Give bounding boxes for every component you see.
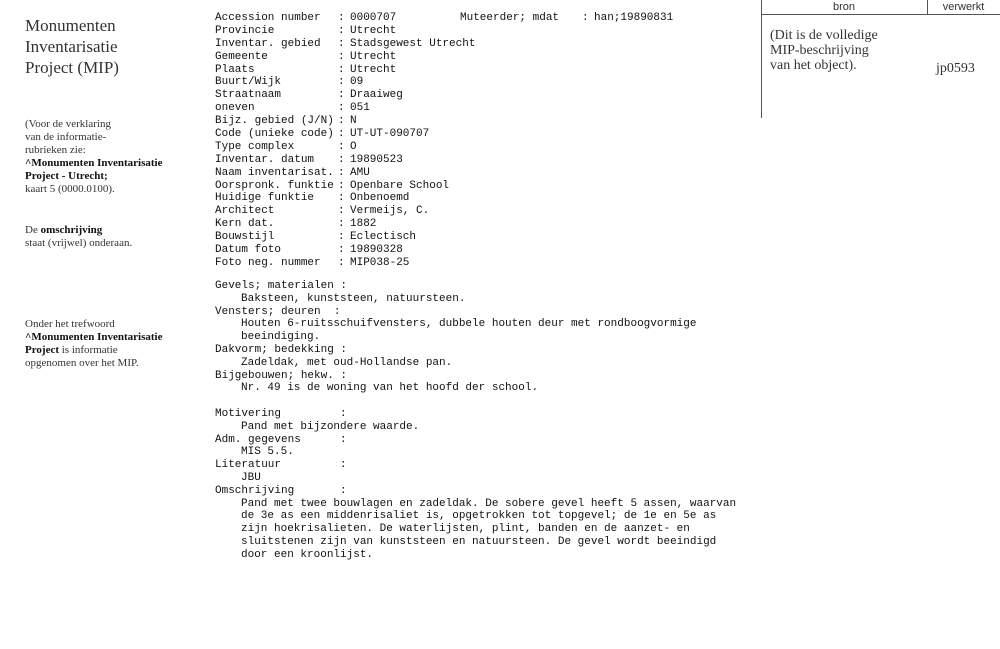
- note1-line-3: rubrieken zie:: [25, 144, 86, 156]
- field-value: Utrecht: [350, 24, 397, 37]
- field-row: [215, 89, 475, 102]
- section-literatuur-colon: :: [340, 459, 347, 472]
- field-row: [215, 154, 475, 167]
- field-value: 09: [350, 76, 364, 89]
- field-value: O: [350, 140, 357, 153]
- field-colon: :: [338, 153, 345, 166]
- field-colon: :: [338, 24, 345, 37]
- field-label: Plaats: [215, 63, 255, 76]
- title-line-2: Inventarisatie: [25, 37, 118, 56]
- field-colon: :: [338, 37, 345, 50]
- field-value: Utrecht: [350, 63, 397, 76]
- note3-rest-2: is informatie: [59, 344, 118, 356]
- field-label: Type complex: [215, 140, 295, 153]
- section-omschrijving-body-4: sluitstenen zijn van kunststeen en natuursteen. De gevel wordt beeindigd: [241, 535, 717, 548]
- field-colon: :: [338, 76, 345, 89]
- field-colon: :: [338, 205, 345, 218]
- field-row: [215, 180, 475, 193]
- bron-text-3: van het object).: [770, 58, 857, 73]
- note1-line-1: (Voor de verklaring: [25, 118, 111, 130]
- field-value: 051: [350, 102, 370, 115]
- field-row: [215, 128, 475, 141]
- field-colon: :: [338, 244, 345, 257]
- bron-description: [770, 28, 878, 73]
- field-row: [215, 64, 475, 77]
- field-label: Inventar. gebied: [215, 37, 321, 50]
- field-label: Datum foto: [215, 244, 282, 257]
- field-colon: :: [338, 218, 345, 231]
- field-label: Huidige funktie: [215, 192, 315, 205]
- field-value: Utrecht: [350, 50, 397, 63]
- note2-bold: omschrijving: [40, 224, 103, 236]
- trefwoord-note: [25, 318, 162, 370]
- field-value: Vermeijs, C.: [350, 205, 430, 218]
- field-value: 1882: [350, 218, 377, 231]
- field-label: Provincie: [215, 24, 275, 37]
- field-list: [215, 12, 674, 270]
- field-colon: :: [338, 166, 345, 179]
- omschrijving-note: [25, 224, 132, 250]
- field-colon: :: [338, 128, 345, 141]
- verwerkt-value: jp0593: [936, 61, 975, 76]
- field-value: Openbare School: [350, 179, 450, 192]
- field-colon: :: [338, 140, 345, 153]
- page-title: [25, 15, 119, 78]
- field-colon: :: [338, 231, 345, 244]
- field-row: [215, 244, 475, 257]
- field-row: [215, 12, 674, 25]
- field-colon: :: [338, 256, 345, 269]
- field-row: [215, 167, 475, 180]
- note2-tail: staat (vrijwel) onderaan.: [25, 237, 133, 249]
- section-motivering-colon: :: [340, 407, 347, 420]
- section-literatuur-label: Literatuur: [215, 459, 282, 472]
- field-row: [215, 102, 475, 115]
- field-label: oneven: [215, 102, 255, 115]
- field-value: N: [350, 115, 357, 128]
- field-row: [215, 38, 475, 51]
- note2-prefix: De: [25, 224, 41, 236]
- field-colon: :: [338, 192, 345, 205]
- section-gevels-label: Gevels; materialen :: [215, 280, 348, 292]
- field-row: [215, 141, 475, 154]
- field-value: 19890328: [350, 244, 403, 257]
- field-label: Naam inventarisat.: [215, 166, 334, 179]
- section-adm-label: Adm. gegevens: [215, 433, 301, 446]
- field-colon: :: [338, 12, 345, 24]
- note1-tail: kaart 5 (0000.0100).: [25, 183, 115, 195]
- note1-line-2: van de informatie-: [25, 131, 107, 143]
- section-motivering-body: Pand met bijzondere waarde.: [241, 420, 420, 433]
- note3-bold-1: ^Monumenten Inventarisatie: [25, 331, 163, 343]
- field-value: Eclectisch: [350, 231, 417, 244]
- field-row: [215, 205, 475, 218]
- field-colon: :: [338, 89, 345, 102]
- bron-verwerkt-table: [761, 0, 1000, 118]
- header-verwerkt: verwerkt: [942, 1, 985, 13]
- section-adm-colon: :: [340, 433, 347, 446]
- note3-line-1: Onder het trefwoord: [25, 318, 115, 330]
- field-label: Accession number: [215, 12, 321, 24]
- bron-text-1: (Dit is de volledige: [770, 28, 878, 43]
- description-sections: [215, 280, 755, 562]
- field-row: [215, 76, 475, 89]
- field-colon: :: [338, 63, 345, 76]
- title-line-1: Monumenten: [25, 16, 116, 35]
- field-colon: :: [338, 50, 345, 63]
- section-vensters-label: Vensters; deuren :: [215, 305, 341, 318]
- field-label: Straatnaam: [215, 89, 282, 102]
- field-value: UT-UT-090707: [350, 128, 430, 141]
- section-literatuur-body: JBU: [241, 471, 261, 484]
- note3-bold-2: Project: [25, 344, 59, 356]
- field-row: [215, 51, 475, 64]
- section-omschrijving-body-1: Pand met twee bouwlagen en zadeldak. De sobere gevel heeft 5 assen, waarvan: [241, 497, 737, 510]
- field-label: Inventar. datum: [215, 153, 315, 166]
- field-value: 0000707: [350, 12, 397, 24]
- section-omschrijving-body-5: door een kroonlijst.: [241, 548, 374, 561]
- muteerder-field: [460, 12, 673, 25]
- field-label: Foto neg. nummer: [215, 256, 321, 269]
- section-omschrijving-label: Omschrijving: [215, 484, 295, 497]
- field-value: AMU: [350, 166, 370, 179]
- section-omschrijving-colon: :: [340, 484, 347, 497]
- muteerder-label: Muteerder; mdat: [460, 12, 560, 24]
- section-dakvorm-label: Dakvorm; bedekking :: [215, 343, 348, 356]
- field-value: MIP038-25: [350, 256, 410, 269]
- field-colon: :: [338, 102, 345, 115]
- field-value: Stadsgewest Utrecht: [350, 37, 476, 50]
- note1-bold-1: ^Monumenten Inventarisatie: [25, 157, 163, 169]
- field-value: 19890523: [350, 153, 403, 166]
- section-vensters-body-2: beeindiging.: [241, 331, 321, 344]
- field-label: Gemeente: [215, 50, 268, 63]
- section-gevels-body: Baksteen, kunststeen, natuursteen.: [241, 292, 466, 305]
- field-row: [215, 231, 475, 244]
- section-bijgebouwen-body: Nr. 49 is de woning van het hoofd der school.: [241, 382, 539, 395]
- field-label: Bijz. gebied (J/N): [215, 115, 334, 128]
- field-row: [215, 218, 475, 231]
- section-motivering-label: Motivering: [215, 407, 282, 420]
- explanation-note: [25, 118, 162, 196]
- field-label: Code (unieke code): [215, 128, 334, 141]
- field-label: Kern dat.: [215, 218, 275, 231]
- note3-line-4: opgenomen over het MIP.: [25, 357, 139, 369]
- section-dakvorm-body: Zadeldak, met oud-Hollandse pan.: [241, 356, 453, 369]
- section-vensters-body-1: Houten 6-ruitsschuifvensters, dubbele houten deur met rondboogvormige: [241, 318, 697, 331]
- header-bron: bron: [832, 1, 856, 13]
- field-colon: :: [338, 115, 345, 128]
- field-label: Bouwstijl: [215, 231, 275, 244]
- bron-text-2: MIP-beschrijving: [770, 43, 869, 58]
- field-value: Draaiweg: [350, 89, 403, 102]
- field-row: [215, 192, 475, 205]
- section-bijgebouwen-label: Bijgebouwen; hekw. :: [215, 369, 348, 382]
- field-colon: :: [338, 179, 345, 192]
- field-row: [215, 115, 475, 128]
- section-adm-body: MIS 5.5.: [241, 446, 294, 459]
- field-row: [215, 25, 475, 38]
- section-omschrijving-body-2: de 3e as een middenrisaliet is, opgetrokken tot topgevel; de 1e en 5e as: [241, 510, 717, 523]
- field-row: [215, 257, 475, 270]
- muteerder-colon: :: [582, 12, 589, 24]
- field-label: Architect: [215, 205, 275, 218]
- field-label: Buurt/Wijk: [215, 76, 282, 89]
- note1-bold-2: Project - Utrecht;: [25, 170, 108, 182]
- section-omschrijving-body-3: zijn hoekrisalieten. De waterlijsten, plint, banden en de aanzet- en: [241, 523, 690, 536]
- muteerder-value: han;19890831: [594, 12, 674, 24]
- field-label: Oorspronk. funktie: [215, 179, 334, 192]
- field-value: Onbenoemd: [350, 192, 410, 205]
- title-line-3: Project (MIP): [25, 58, 119, 77]
